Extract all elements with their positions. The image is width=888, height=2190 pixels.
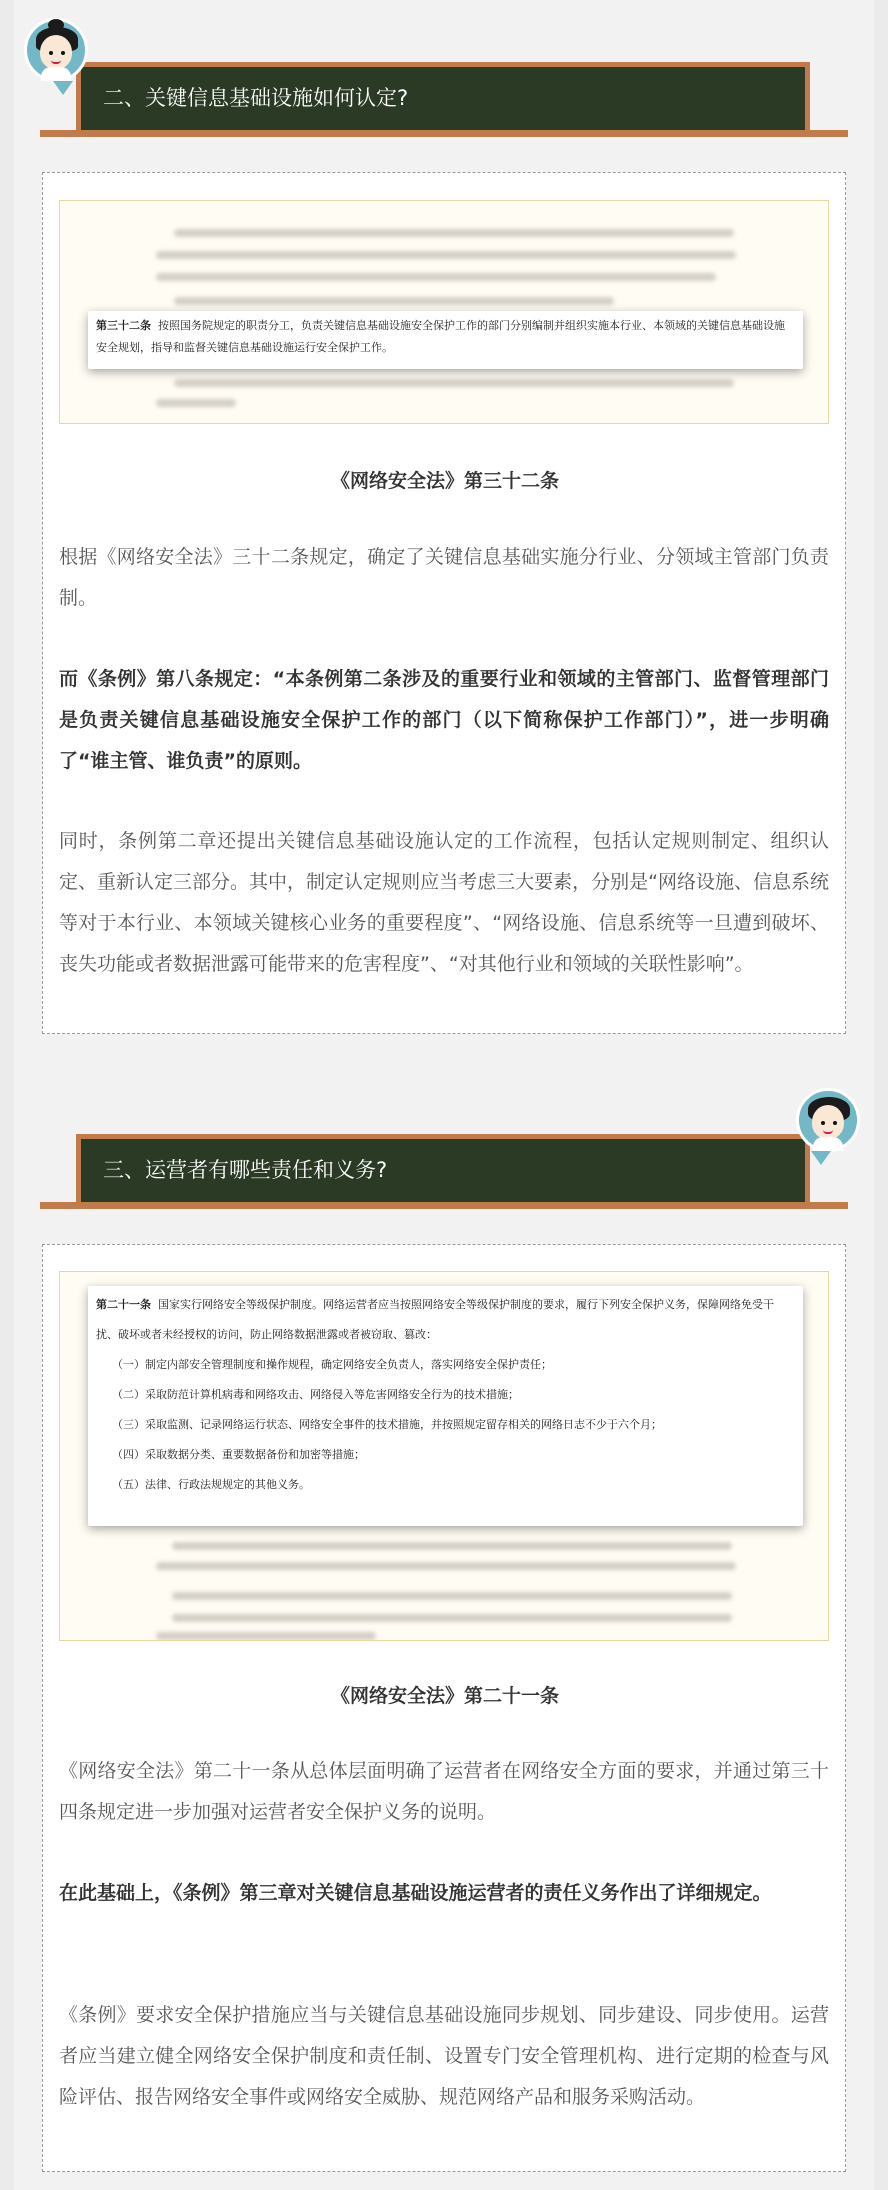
- law-highlight-21: [88, 1286, 803, 1526]
- law-item: （四）采取数据分类、重要数据备份和加密等措施；: [112, 1448, 365, 1461]
- section1-caption: 《网络安全法》第三十二条: [330, 470, 559, 492]
- section2-caption: 《网络安全法》第二十一条: [330, 1685, 559, 1707]
- section1-paragraph-3: 同时，条例第二章还提出关键信息基础设施认定的工作流程，包括认定规则制定、组织认定、重新认定三部分。其中，制定认定规则应当考虑三大要素，分别是“网络设施、信息系统等对于本行业、本领域关键核心业务的重要程度”、“网络设施、信息系统等一旦遭到破坏、丧失功能或者数据泄露可能带来的危害程度”、“对其他行业和领域的关联性影响”。: [59, 830, 829, 975]
- section1-header: [76, 62, 810, 130]
- section1-header-underline: [40, 130, 848, 137]
- section1-card: [42, 172, 846, 1034]
- section2-card: [42, 1244, 846, 2172]
- section1-title: 二、关键信息基础设施如何认定?: [103, 86, 409, 110]
- law-article-intro: 国家实行网络安全等级保护制度。网络运营者应当按照网络安全等级保护制度的要求，履行下列安全保护义务，保障网络免受干扰、破坏或者未经授权的访问，防止网络数据泄露或者被窃取、篡改：: [96, 1298, 774, 1341]
- section2-paragraph-2: 在此基础上，《条例》第三章对关键信息基础设施运营者的责任义务作出了详细规定。: [59, 1882, 772, 1904]
- section2-title: 三、运营者有哪些责任和义务?: [103, 1158, 388, 1182]
- section2-paragraph-1: 《网络安全法》第二十一条从总体层面明确了运营者在网络安全方面的要求，并通过第三十四条规定进一步加强对运营者安全保护义务的说明。: [59, 1760, 829, 1823]
- law-item: （二）采取防范计算机病毒和网络攻击、网络侵入等危害网络安全行为的技术措施；: [112, 1388, 519, 1401]
- law-item: （一）制定内部安全管理制度和操作规程，确定网络安全负责人，落实网络安全保护责任；: [112, 1358, 552, 1371]
- section1-paragraph-1: 根据《网络安全法》三十二条规定，确定了关键信息基础实施分行业、分领域主管部门负责制。: [59, 546, 829, 609]
- girl-avatar-icon: [24, 18, 88, 82]
- law-article-label: 第三十二条: [96, 319, 151, 332]
- law-item: （三）采取监测、记录网络运行状态、网络安全事件的技术措施，并按照规定留存相关的网络日志不少于六个月；: [112, 1418, 662, 1431]
- law-excerpt-image-32: [59, 200, 829, 424]
- section2-header: [76, 1134, 810, 1202]
- section2-header-underline: [40, 1202, 848, 1209]
- law-highlight-32: [88, 311, 803, 369]
- section2-paragraph-3: 《条例》要求安全保护措施应当与关键信息基础设施同步规划、同步建设、同步使用。运营者应当建立健全网络安全保护制度和责任制、设置专门安全管理机构、进行定期的检查与风险评估、报告网络安全事件或网络安全威胁、规范网络产品和服务采购活动。: [59, 2004, 829, 2108]
- law-item: （五）法律、行政法规规定的其他义务。: [112, 1478, 310, 1491]
- law-article-label: 第二十一条: [96, 1298, 151, 1311]
- section1-paragraph-2: 而《条例》第八条规定：“本条例第二条涉及的重要行业和领域的主管部门、监督管理部门是负责关键信息基础设施安全保护工作的部门（以下简称保护工作部门）”，进一步明确了“谁主管、谁负责”的原则。: [59, 668, 829, 772]
- law-article-text: 按照国务院规定的职责分工，负责关键信息基础设施安全保护工作的部门分别编制并组织实施本行业、本领域的关键信息基础设施安全规划，指导和监督关键信息基础设施运行安全保护工作。: [96, 319, 785, 354]
- law-excerpt-image-21: [59, 1271, 829, 1641]
- boy-avatar-icon: [796, 1088, 860, 1152]
